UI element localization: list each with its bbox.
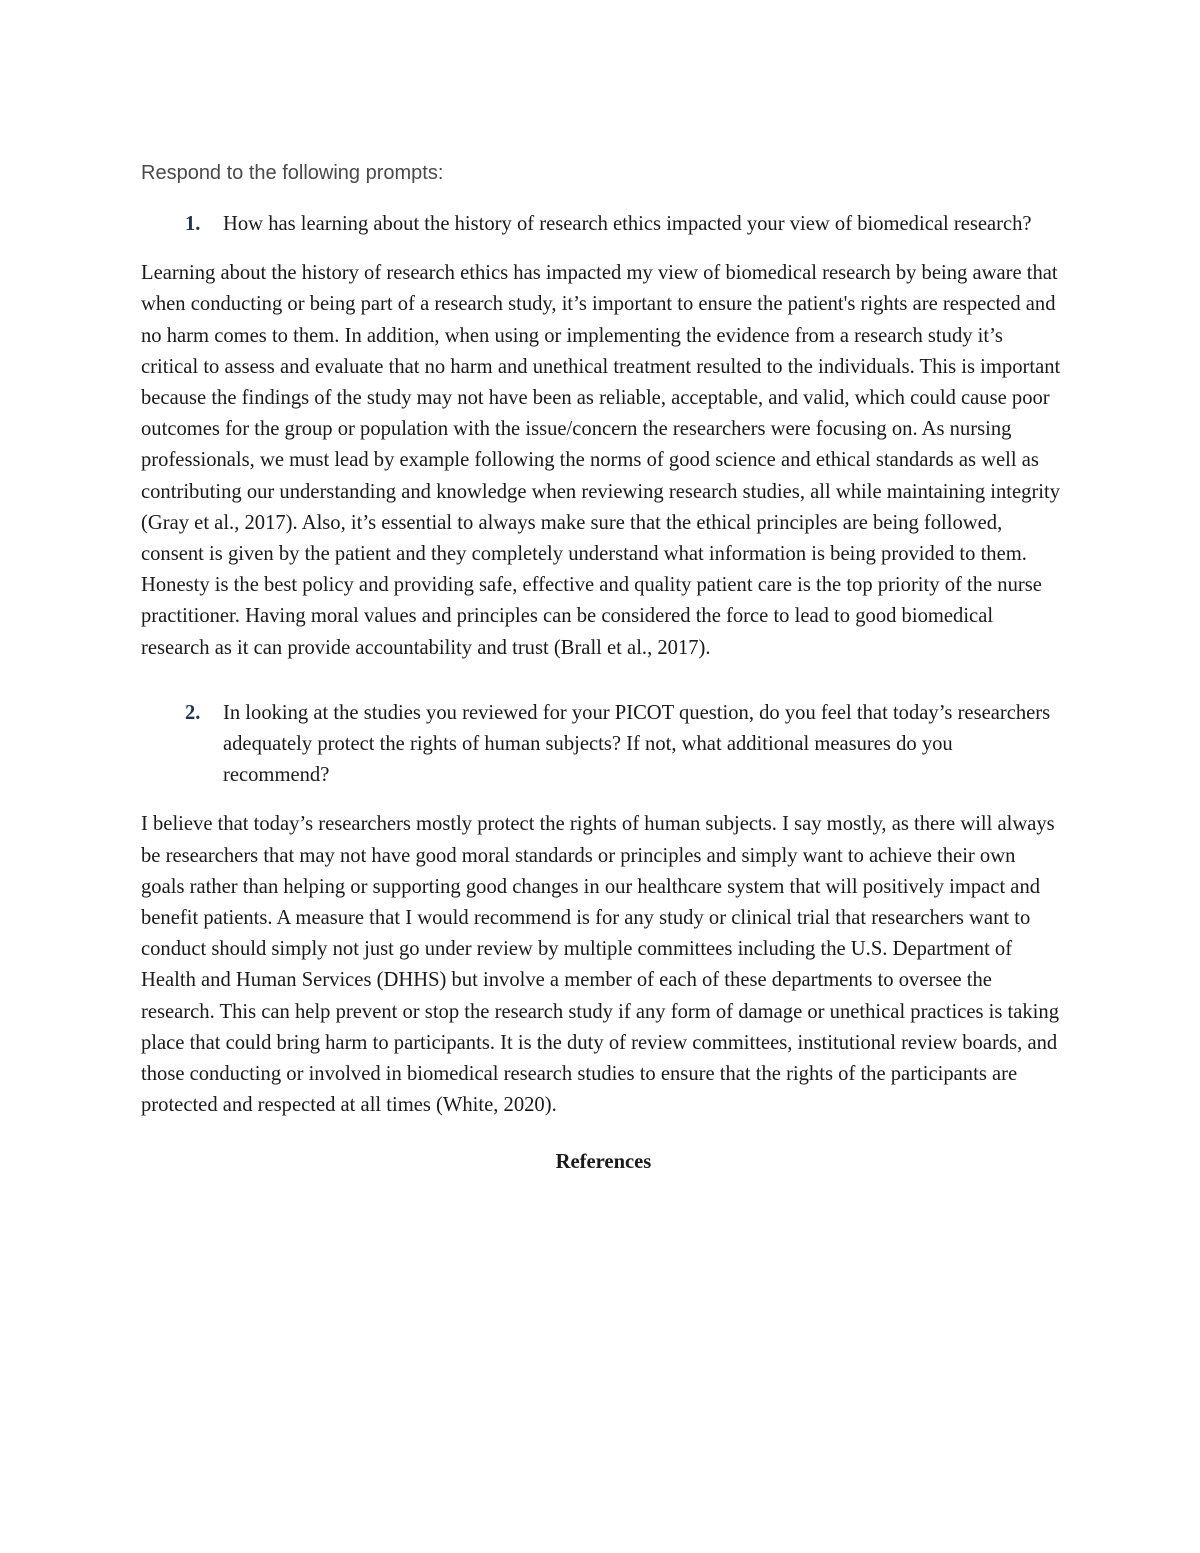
question-1-number: 1. xyxy=(185,213,201,235)
prompt-heading: Respond to the following prompts: xyxy=(141,162,444,184)
question-2-prompt: In looking at the studies you reviewed for your PICOT question, do you feel that today’s researchers adequately protect the rights of human subjects? If not, what additional measures do you recommend? xyxy=(223,701,1051,787)
question-1 xyxy=(141,209,1066,240)
answer-1-paragraph: Learning about the history of research ethics has impacted my view of biomedical research by being aware that when conducting or being part of a research study, it’s important to ensure the patient's rights are respected and no harm comes to them. In addition, when using or implementing the evidence from a research study it’s critical to assess and evaluate that no harm and unethical treatment resulted to the individuals. This is important because the findings of the study may not have been as reliable, acceptable, and valid, which could cause poor outcomes for the group or population with the issue/concern the researchers were focusing on. As nursing professionals, we must lead by example following the norms of good science and ethical standards as well as contributing our understanding and knowledge when reviewing research studies, all while maintaining integrity (Gray et al., 2017). Also, it’s essential to always make sure that the ethical principles are being followed, consent is given by the patient and they completely understand what information is being provided to them. Honesty is the best policy and providing safe, effective and quality patient care is the top priority of the nurse practitioner. Having moral values and principles can be considered the force to lead to good biomedical research as it can provide accountability and trust (Brall et al., 2017). xyxy=(141,262,1061,659)
question-1-prompt: How has learning about the history of research ethics impacted your view of biomedical research? xyxy=(223,213,1032,235)
question-2-number: 2. xyxy=(185,701,201,724)
references-heading: References xyxy=(555,1151,652,1174)
answer-2-paragraph: I believe that today’s researchers mostly protect the rights of human subjects. I say mostly, as there will always be researchers that may not have good moral standards or principles and simply want to achieve their own goals rather than helping or supporting good changes in our healthcare system that will positively impact and benefit patients. A measure that I would recommend is for any study or clinical trial that researchers want to conduct should simply not just go under review by multiple committees including the U.S. Department of Health and Human Services (DHHS) but involve a member of each of these departments to oversee the research. This can help prevent or stop the research study if any form of damage or unethical practices is taking place that could bring harm to participants. It is the duty of review committees, institutional review boards, and those conducting or involved in biomedical research studies to ensure that the rights of the participants are protected and respected at all times (White, 2020). xyxy=(141,813,1059,1117)
document-body xyxy=(141,158,1066,1178)
question-2 xyxy=(141,698,1066,792)
